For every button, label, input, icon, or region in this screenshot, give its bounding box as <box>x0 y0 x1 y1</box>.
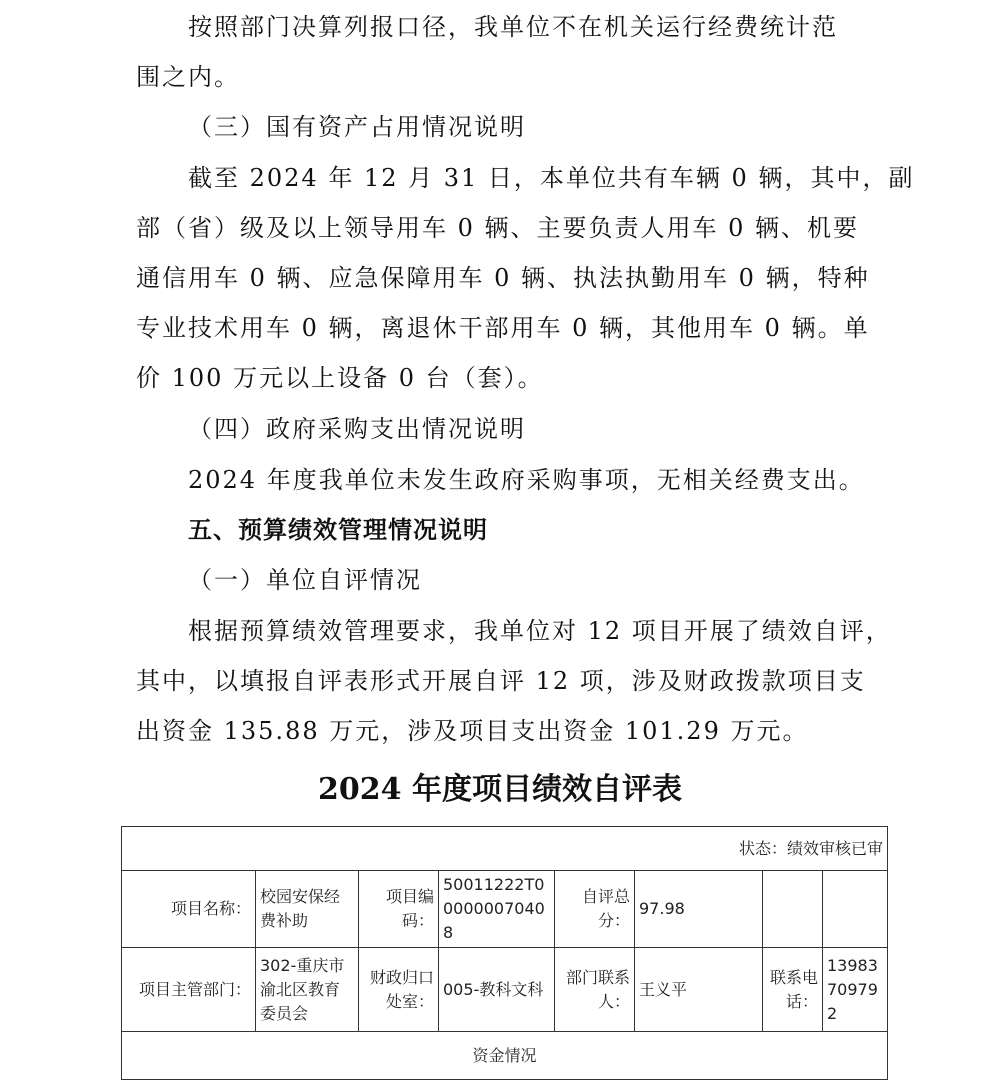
paragraph-line: 出资金 135.88 万元，涉及项目支出资金 101.29 万元。 <box>136 717 809 745</box>
paragraph-line: 通信用车 0 辆、应急保障用车 0 辆、执法执勤用车 0 辆，特种 <box>136 264 870 292</box>
funds-header: 资金情况 <box>122 1032 888 1080</box>
paragraph-line: 其中，以填报自评表形式开展自评 12 项，涉及财政拨款项目支 <box>136 667 866 695</box>
paragraph-line: 价 100 万元以上设备 0 台（套）。 <box>136 364 544 392</box>
project-code-label: 项目编码： <box>359 871 439 948</box>
contact-label: 部门联系人： <box>555 948 635 1032</box>
paragraph-line: 部（省）级及以上领导用车 0 辆、主要负责人用车 0 辆、机要 <box>136 214 860 242</box>
contact-value: 王义平 <box>635 948 763 1032</box>
self-evaluation-table <box>121 826 888 1080</box>
dept-label: 项目主管部门： <box>122 948 256 1032</box>
table-title: 2024 年度项目绩效自评表 <box>318 772 682 807</box>
score-value: 97.98 <box>635 871 763 948</box>
section-heading: （四）政府采购支出情况说明 <box>188 415 526 443</box>
section-heading: （一）单位自评情况 <box>188 566 422 594</box>
phone-value: 13983709792 <box>823 948 888 1032</box>
phone-label: 联系电话： <box>763 948 823 1032</box>
section-heading: （三）国有资产占用情况说明 <box>188 113 526 141</box>
office-value: 005-教科文科 <box>439 948 555 1032</box>
empty-cell <box>823 871 888 948</box>
score-label: 自评总分： <box>555 871 635 948</box>
paragraph-line: 专业技术用车 0 辆，离退休干部用车 0 辆，其他用车 0 辆。单 <box>136 314 870 342</box>
paragraph-line: 根据预算绩效管理要求，我单位对 12 项目开展了绩效自评， <box>188 617 892 645</box>
project-code-value: 50011222T000000070408 <box>439 871 555 948</box>
paragraph-line: 2024 年度我单位未发生政府采购事项，无相关经费支出。 <box>188 466 865 494</box>
paragraph-line: 围之内。 <box>136 63 240 91</box>
status-cell: 状态：绩效审核已审 <box>122 827 888 871</box>
chapter-heading: 五、预算绩效管理情况说明 <box>188 516 488 544</box>
office-label: 财政归口处室： <box>359 948 439 1032</box>
paragraph-line: 截至 2024 年 12 月 31 日，本单位共有车辆 0 辆，其中，副 <box>188 164 915 192</box>
project-name-value: 校园安保经费补助 <box>256 871 359 948</box>
dept-value: 302-重庆市渝北区教育委员会 <box>256 948 359 1032</box>
paragraph-line: 按照部门决算列报口径，我单位不在机关运行经费统计范 <box>188 13 838 41</box>
empty-cell <box>763 871 823 948</box>
project-name-label: 项目名称： <box>122 871 256 948</box>
